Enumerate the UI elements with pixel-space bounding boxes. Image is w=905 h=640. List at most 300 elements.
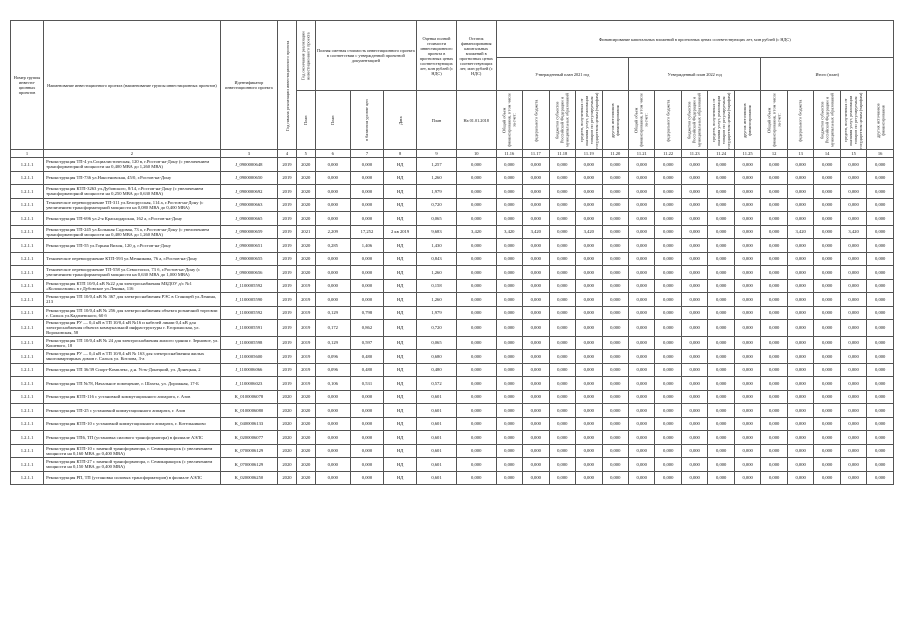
financing-value-cell: 0,000 (496, 212, 522, 226)
financing-value-cell: 0,000 (655, 336, 681, 350)
project-name-cell: Реконструкция ТП-245 ул.Большая Садовая, 73 а, г.Ростов-на-Дону (с увеличением трансформаторной мощности на 0,400 МВА до 1,260 МВА) (44, 225, 221, 239)
full-cost-rate-cell: 0,000 (350, 185, 383, 199)
financing-value-cell: 0,000 (602, 377, 628, 391)
end-year-cell: 2020 (296, 390, 315, 404)
financing-value-cell: 0,000 (496, 266, 522, 280)
column-number-cell: 11.19 (576, 150, 602, 158)
financing-value-cell: 0,000 (576, 239, 602, 253)
financing-value-cell: 0,000 (576, 336, 602, 350)
financing-value-cell: 0,000 (628, 185, 654, 199)
financing-value-cell: 0,000 (602, 158, 628, 172)
financing-value-cell: 0,000 (708, 279, 734, 293)
financing-value-cell: 0,000 (734, 336, 760, 350)
full-cost-rate-cell: 0,000 (350, 279, 383, 293)
financing-value-cell: 0,000 (867, 336, 894, 350)
financing-value-cell: 0,000 (840, 377, 866, 391)
financing-value-cell: 0,000 (549, 266, 575, 280)
financing-value-cell: 0,000 (655, 363, 681, 377)
financing-value-cell: 0,000 (628, 293, 654, 307)
financing-value-cell: 0,000 (761, 377, 787, 391)
table-row (11, 185, 894, 199)
financing-value-cell: 0,000 (840, 266, 866, 280)
group-number-cell: 1.2.1.1 (11, 458, 44, 472)
financing-value-cell: 0,000 (787, 363, 813, 377)
project-id-cell: J_0900000655 (220, 252, 277, 266)
financing-value-cell: 0,000 (602, 363, 628, 377)
table-row (11, 350, 894, 364)
group-number-cell: 1.2.1.1 (11, 225, 44, 239)
financing-value-cell: 0,000 (708, 198, 734, 212)
financing-value-cell: 0,000 (734, 225, 760, 239)
financing-value-cell: 0,000 (867, 171, 894, 185)
project-id-cell: J_1100006023 (220, 377, 277, 391)
financing-value-cell: 3,420 (523, 225, 549, 239)
remaining-cell: 0,000 (456, 444, 496, 458)
financing-value-cell: 0,000 (734, 252, 760, 266)
financing-value-cell: 0,000 (576, 458, 602, 472)
financing-value-cell: 0,000 (708, 293, 734, 307)
remaining-cell: 0,000 (456, 458, 496, 472)
financing-value-cell: 0,000 (549, 239, 575, 253)
financing-value-cell: 0,000 (655, 444, 681, 458)
project-name-cell: Реконструкция ТП-4 ул.Социалистическая, 120 в, г.Ростов-на-Дону (с увеличением трансформаторной мощности на 0,400 МВА до 1,260 МВА) (44, 158, 221, 172)
financing-value-cell: 0,000 (734, 279, 760, 293)
financing-value-cell: 0,000 (628, 458, 654, 472)
group-number-cell: 1.2.1.1 (11, 252, 44, 266)
financing-value-cell: 0,000 (734, 212, 760, 226)
financing-value-cell: 0,000 (814, 266, 840, 280)
financing-value-cell: 0,000 (549, 444, 575, 458)
financing-value-cell: 0,000 (734, 458, 760, 472)
full-cost-plan-cell: 0,000 (315, 171, 350, 185)
estimate-cell: 0,601 (417, 471, 457, 485)
financing-value-cell: 0,000 (496, 377, 522, 391)
financing-value-cell: 0,000 (628, 363, 654, 377)
header-2021-other: других источников финансирования (602, 91, 628, 150)
financing-value-cell: 0,000 (549, 198, 575, 212)
financing-value-cell: 0,000 (708, 471, 734, 485)
table-row (11, 239, 894, 253)
financing-value-cell: 0,000 (576, 293, 602, 307)
financing-value-cell: 0,000 (655, 239, 681, 253)
financing-value-cell: 0,000 (840, 336, 866, 350)
full-cost-rate-cell: 0,000 (350, 266, 383, 280)
financing-value-cell: 0,000 (655, 293, 681, 307)
financing-value-cell: 0,000 (602, 185, 628, 199)
financing-value-cell: 0,000 (628, 171, 654, 185)
financing-value-cell: 0,000 (628, 444, 654, 458)
financing-value-cell: 0,000 (655, 225, 681, 239)
financing-value-cell: 0,000 (549, 377, 575, 391)
project-name-cell: Реконструкция ТП №78, Начальное помещение, г. Шахты, ул. Дорожная, 17-Б (44, 377, 221, 391)
header-financing: Финансирование капитальных вложений в прогнозных ценах соответствующих лет, млн рублей (с НДС) (496, 21, 893, 58)
project-name-cell: Реконструкция ТП 36/39 Спорт-Комплекс, д.н. Усть-Донецкий, ул. Донецкая, 2 (44, 363, 221, 377)
column-number-cell: 2 (44, 150, 221, 158)
financing-value-cell: 0,000 (523, 404, 549, 418)
financing-value-cell: 0,000 (787, 158, 813, 172)
full-cost-date-cell: НД (384, 377, 417, 391)
financing-value-cell: 0,000 (867, 471, 894, 485)
full-cost-plan-cell: 0,000 (315, 417, 350, 431)
financing-value-cell: 0,000 (523, 198, 549, 212)
financing-value-cell: 0,000 (681, 225, 707, 239)
financing-value-cell: 0,000 (681, 185, 707, 199)
estimate-cell: 0,158 (417, 279, 457, 293)
financing-value-cell: 0,000 (655, 471, 681, 485)
full-cost-rate-cell: 0,000 (350, 212, 383, 226)
financing-value-cell: 0,000 (734, 363, 760, 377)
full-cost-plan-cell: 0,000 (315, 212, 350, 226)
financing-value-cell: 0,000 (628, 306, 654, 320)
financing-value-cell: 0,000 (787, 293, 813, 307)
financing-value-cell: 0,000 (708, 377, 734, 391)
start-year-cell: 2020 (278, 404, 297, 418)
financing-value-cell: 0,000 (840, 444, 866, 458)
financing-value-cell: 0,000 (602, 279, 628, 293)
remaining-cell: 3,420 (456, 225, 496, 239)
financing-value-cell: 0,000 (867, 377, 894, 391)
table-row (11, 212, 894, 226)
financing-value-cell: 0,000 (761, 171, 787, 185)
financing-value-cell: 0,000 (734, 266, 760, 280)
financing-value-cell: 0,000 (787, 336, 813, 350)
table-row (11, 444, 894, 458)
remaining-cell: 0,000 (456, 431, 496, 445)
project-id-cell: K_0100006078 (220, 390, 277, 404)
financing-value-cell: 0,000 (761, 293, 787, 307)
project-id-cell: J_1100005598 (220, 336, 277, 350)
header-2022-regional: бюджетов субъектов Российской Федерации и муниципальных образований (681, 91, 707, 150)
start-year-cell: 2019 (278, 239, 297, 253)
financing-value-cell: 0,000 (867, 252, 894, 266)
full-cost-rate-cell: 17,252 (350, 225, 383, 239)
table-row (11, 252, 894, 266)
start-year-cell: 2019 (278, 198, 297, 212)
financing-value-cell: 0,000 (867, 444, 894, 458)
end-year-cell: 2020 (296, 458, 315, 472)
table-row (11, 171, 894, 185)
financing-value-cell: 0,000 (840, 212, 866, 226)
financing-value-cell: 0,000 (867, 239, 894, 253)
financing-value-cell: 0,000 (734, 320, 760, 337)
project-id-cell: J_0900000659 (220, 225, 277, 239)
project-name-cell: Техническое перевооружение ТП-311 ул.Белорусская, 114 а, г.Ростов-на-Дону (с увеличением трансформаторной мощности на 0,080 МВА до 0,400 МВА) (44, 198, 221, 212)
financing-value-cell: 0,000 (708, 158, 734, 172)
financing-value-cell: 0,000 (628, 404, 654, 418)
financing-value-cell: 0,000 (814, 458, 840, 472)
full-cost-rate-cell: 0,000 (350, 171, 383, 185)
financing-value-cell: 0,000 (840, 350, 866, 364)
financing-value-cell: 0,000 (708, 320, 734, 337)
financing-value-cell: 0,000 (496, 404, 522, 418)
column-number-cell: 9 (417, 150, 457, 158)
financing-value-cell: 0,000 (761, 306, 787, 320)
group-number-cell: 1.2.1.1 (11, 404, 44, 418)
full-cost-rate-cell: 0,480 (350, 363, 383, 377)
financing-value-cell: 0,000 (576, 320, 602, 337)
financing-value-cell: 0,000 (734, 293, 760, 307)
project-name-cell: Реконструкция КТП-27 с заменой трансформатора, г. Семикаракорск (с увеличением мощности на 0,150 МВА до 0,400 МВА) (44, 458, 221, 472)
financing-value-cell: 0,000 (628, 336, 654, 350)
remaining-cell: 0,000 (456, 198, 496, 212)
header-2022-federal: федерального бюджета (655, 91, 681, 150)
header-2021-federal: федерального бюджета (523, 91, 549, 150)
full-cost-plan-cell: 2,209 (315, 225, 350, 239)
project-name-cell: Реконструкция ТП-55 ул.Горная Вихон, 120 д, г.Ростов-на-Дону (44, 239, 221, 253)
financing-value-cell: 0,000 (840, 293, 866, 307)
financing-value-cell: 0,000 (867, 458, 894, 472)
financing-value-cell: 0,000 (761, 458, 787, 472)
financing-value-cell: 0,000 (840, 239, 866, 253)
financing-value-cell: 0,000 (840, 158, 866, 172)
financing-value-cell: 0,000 (867, 390, 894, 404)
financing-value-cell: 0,000 (867, 212, 894, 226)
full-cost-rate-cell: 0,000 (350, 293, 383, 307)
financing-value-cell: 0,000 (787, 306, 813, 320)
estimate-cell: 0,601 (417, 431, 457, 445)
financing-value-cell: 0,000 (576, 350, 602, 364)
estimate-cell: 0,065 (417, 336, 457, 350)
table-row (11, 336, 894, 350)
financing-value-cell: 0,000 (655, 212, 681, 226)
header-project-name: Наименование инвестиционного проекта (наименование группы инвестиционных проектов) (44, 21, 221, 150)
financing-value-cell: 0,000 (602, 252, 628, 266)
header-full-cost-plan: План (315, 91, 350, 150)
project-name-cell: Реконструкция КТП 10/0,4 кВ №22 для электроснабжения МБДОУ д/с №1 «Колокольчик» в г.Дубовское ул.Ленина, 116 (44, 279, 221, 293)
start-year-cell: 2020 (278, 390, 297, 404)
column-number-cell: 11.23 (681, 150, 707, 158)
start-year-cell: 2020 (278, 471, 297, 485)
project-id-cell: K_0200006077 (220, 431, 277, 445)
financing-value-cell: 0,000 (655, 350, 681, 364)
full-cost-date-cell: НД (384, 320, 417, 337)
header-project-id: Идентификатор инвестиционного проекта (220, 21, 277, 150)
column-number-row (11, 150, 894, 158)
financing-value-cell: 0,000 (681, 212, 707, 226)
financing-value-cell: 0,000 (496, 252, 522, 266)
financing-value-cell: 0,000 (787, 404, 813, 418)
header-end-year-plan: План (296, 91, 315, 150)
financing-value-cell: 0,000 (814, 336, 840, 350)
estimate-cell: 0,843 (417, 252, 457, 266)
financing-value-cell: 0,000 (655, 404, 681, 418)
financing-value-cell: 0,000 (628, 377, 654, 391)
full-cost-rate-cell: 0,000 (350, 158, 383, 172)
estimate-cell: 0,480 (417, 363, 457, 377)
remaining-cell: 0,000 (456, 404, 496, 418)
financing-value-cell: 0,000 (734, 377, 760, 391)
financing-value-cell: 0,000 (761, 336, 787, 350)
project-name-cell: Реконструкция ТП-696 ул.2-я Краснодарская, 162 а, г.Ростов-на-Дону (44, 212, 221, 226)
financing-value-cell: 0,000 (761, 185, 787, 199)
financing-value-cell: 0,000 (734, 158, 760, 172)
financing-value-cell: 0,000 (523, 390, 549, 404)
financing-value-cell: 0,000 (628, 266, 654, 280)
end-year-cell: 2020 (296, 239, 315, 253)
financing-value-cell: 0,000 (867, 417, 894, 431)
full-cost-plan-cell: 0,000 (315, 431, 350, 445)
financing-value-cell: 0,000 (761, 417, 787, 431)
header-2022-utilities: средств, полученных от оказания услуг, реализации товаров по регулируемым государством ценам (тарифам) (708, 91, 734, 150)
group-number-cell: 1.2.1.1 (11, 320, 44, 337)
financing-value-cell: 0,000 (787, 198, 813, 212)
financing-value-cell: 0,000 (602, 471, 628, 485)
header-2022-total: Общий объем финансирования, в том числе за счет: (628, 91, 654, 150)
end-year-cell: 2019 (296, 350, 315, 364)
financing-value-cell: 0,000 (602, 212, 628, 226)
financing-value-cell: 0,000 (628, 158, 654, 172)
end-year-cell: 2019 (296, 336, 315, 350)
financing-value-cell: 0,000 (708, 444, 734, 458)
financing-value-cell: 0,000 (814, 471, 840, 485)
header-total-total: Общий объем финансирования, в том числе за счет: (761, 91, 787, 150)
financing-value-cell: 0,000 (523, 306, 549, 320)
financing-value-cell: 0,000 (814, 158, 840, 172)
financing-value-cell: 0,000 (628, 239, 654, 253)
project-id-cell: K_0700006129 (220, 444, 277, 458)
project-name-cell: Реконструкция КТП-116 с установкой коммутационного аппарата, г. Азов (44, 390, 221, 404)
project-name-cell: Реконструкция КТП-10 с установкой коммутационного аппарата, г. Котельниково (44, 417, 221, 431)
table-row (11, 306, 894, 320)
remaining-cell: 0,000 (456, 239, 496, 253)
financing-value-cell: 0,000 (655, 279, 681, 293)
full-cost-plan-cell: 0,106 (315, 377, 350, 391)
column-number-cell: 1 (11, 150, 44, 158)
financing-value-cell: 0,000 (681, 336, 707, 350)
financing-value-cell: 0,000 (840, 417, 866, 431)
financing-value-cell: 0,000 (681, 444, 707, 458)
financing-value-cell: 0,000 (523, 252, 549, 266)
investment-table-sheet (10, 20, 894, 485)
financing-value-cell: 0,000 (496, 471, 522, 485)
start-year-cell: 2019 (278, 158, 297, 172)
full-cost-plan-cell: 0,000 (315, 185, 350, 199)
full-cost-rate-cell: 0,597 (350, 336, 383, 350)
financing-value-cell: 0,000 (840, 171, 866, 185)
financing-value-cell: 0,000 (867, 185, 894, 199)
group-number-cell: 1.2.1.1 (11, 431, 44, 445)
financing-value-cell: 0,000 (708, 363, 734, 377)
header-2022-other: других источников финансирования (734, 91, 760, 150)
header-remaining: Остаток финансирования капитальных вложений в прогнозных ценах соответствующих лет, млн рублей (с НДС) (456, 21, 496, 91)
financing-value-cell: 0,000 (814, 212, 840, 226)
remaining-cell: 0,000 (456, 377, 496, 391)
start-year-cell: 2020 (278, 417, 297, 431)
financing-value-cell: 0,000 (602, 225, 628, 239)
remaining-cell: 0,000 (456, 212, 496, 226)
financing-value-cell: 0,000 (708, 336, 734, 350)
financing-value-cell: 0,000 (814, 444, 840, 458)
financing-value-cell: 0,000 (523, 212, 549, 226)
full-cost-date-cell: НД (384, 198, 417, 212)
start-year-cell: 2019 (278, 320, 297, 337)
financing-value-cell: 0,000 (867, 198, 894, 212)
financing-value-cell: 0,000 (576, 363, 602, 377)
table-row (11, 266, 894, 280)
column-number-cell: 10 (456, 150, 496, 158)
financing-value-cell: 0,000 (576, 444, 602, 458)
financing-value-cell: 0,000 (496, 158, 522, 172)
financing-value-cell: 0,000 (549, 306, 575, 320)
financing-value-cell: 0,000 (655, 158, 681, 172)
financing-value-cell: 0,000 (602, 336, 628, 350)
project-name-cell: Реконструкция ТП-736 ул.Нансеновская, 45/0, г.Ростов-на-Дону (44, 171, 221, 185)
financing-value-cell: 0,000 (708, 185, 734, 199)
full-cost-plan-cell: 0,000 (315, 458, 350, 472)
financing-value-cell: 0,000 (734, 171, 760, 185)
end-year-cell: 2020 (296, 252, 315, 266)
start-year-cell: 2019 (278, 279, 297, 293)
estimate-cell: 9,683 (417, 225, 457, 239)
financing-value-cell: 0,000 (576, 404, 602, 418)
financing-value-cell: 0,000 (734, 417, 760, 431)
full-cost-rate-cell: 0,000 (350, 444, 383, 458)
table-body (11, 158, 894, 485)
financing-value-cell: 0,000 (681, 431, 707, 445)
estimate-cell: 0,601 (417, 390, 457, 404)
financing-value-cell: 0,000 (655, 252, 681, 266)
financing-value-cell: 0,000 (708, 171, 734, 185)
start-year-cell: 2019 (278, 336, 297, 350)
financing-value-cell: 0,000 (523, 239, 549, 253)
financing-value-cell: 0,000 (708, 417, 734, 431)
project-id-cell: J_1100005600 (220, 350, 277, 364)
financing-value-cell: 0,000 (787, 239, 813, 253)
project-name-cell: Реконструкция ТП 10/0,4 кВ № 256 для электроснабжения объекта розничной торговли г. Сальск ул.Кадачевского, 60 б (44, 306, 221, 320)
financing-value-cell: 0,000 (814, 320, 840, 337)
financing-value-cell: 0,000 (549, 158, 575, 172)
financing-value-cell: 0,000 (787, 279, 813, 293)
remaining-cell: 0,000 (456, 171, 496, 185)
column-number-cell: 11.25 (734, 150, 760, 158)
remaining-cell: 0,000 (456, 336, 496, 350)
end-year-cell: 2020 (296, 212, 315, 226)
financing-value-cell: 0,000 (576, 212, 602, 226)
header-2021-regional: бюджетов субъектов Российской Федерации и муниципальных образований (549, 91, 575, 150)
table-row (11, 293, 894, 307)
financing-value-cell: 0,000 (787, 431, 813, 445)
estimate-cell: 0,065 (417, 212, 457, 226)
group-number-cell: 1.2.1.1 (11, 198, 44, 212)
financing-value-cell: 0,000 (840, 198, 866, 212)
financing-value-cell: 0,000 (761, 431, 787, 445)
remaining-cell: 0,000 (456, 158, 496, 172)
financing-value-cell: 0,000 (496, 320, 522, 337)
financing-value-cell: 0,000 (496, 336, 522, 350)
column-number-cell: 5 (296, 150, 315, 158)
remaining-cell: 0,000 (456, 306, 496, 320)
financing-value-cell: 0,000 (840, 185, 866, 199)
remaining-cell: 0,000 (456, 266, 496, 280)
start-year-cell: 2019 (278, 266, 297, 280)
financing-value-cell: 0,000 (655, 185, 681, 199)
financing-value-cell: 0,000 (708, 458, 734, 472)
group-number-cell: 1.2.1.1 (11, 350, 44, 364)
column-number-cell: 11.16 (496, 150, 522, 158)
financing-value-cell: 0,000 (602, 266, 628, 280)
financing-value-cell: 0,000 (523, 158, 549, 172)
header-plan-2022: Утвержденный план 2022 год (628, 58, 760, 91)
group-number-cell: 1.2.1.1 (11, 471, 44, 485)
estimate-cell: 0,601 (417, 458, 457, 472)
group-number-cell: 1.2.1.1 (11, 306, 44, 320)
financing-value-cell: 0,000 (708, 390, 734, 404)
end-year-cell: 2019 (296, 279, 315, 293)
header-total: Итого (план) (761, 58, 894, 91)
estimate-cell: 0,572 (417, 377, 457, 391)
financing-value-cell: 0,000 (761, 363, 787, 377)
full-cost-plan-cell: 0,172 (315, 320, 350, 337)
